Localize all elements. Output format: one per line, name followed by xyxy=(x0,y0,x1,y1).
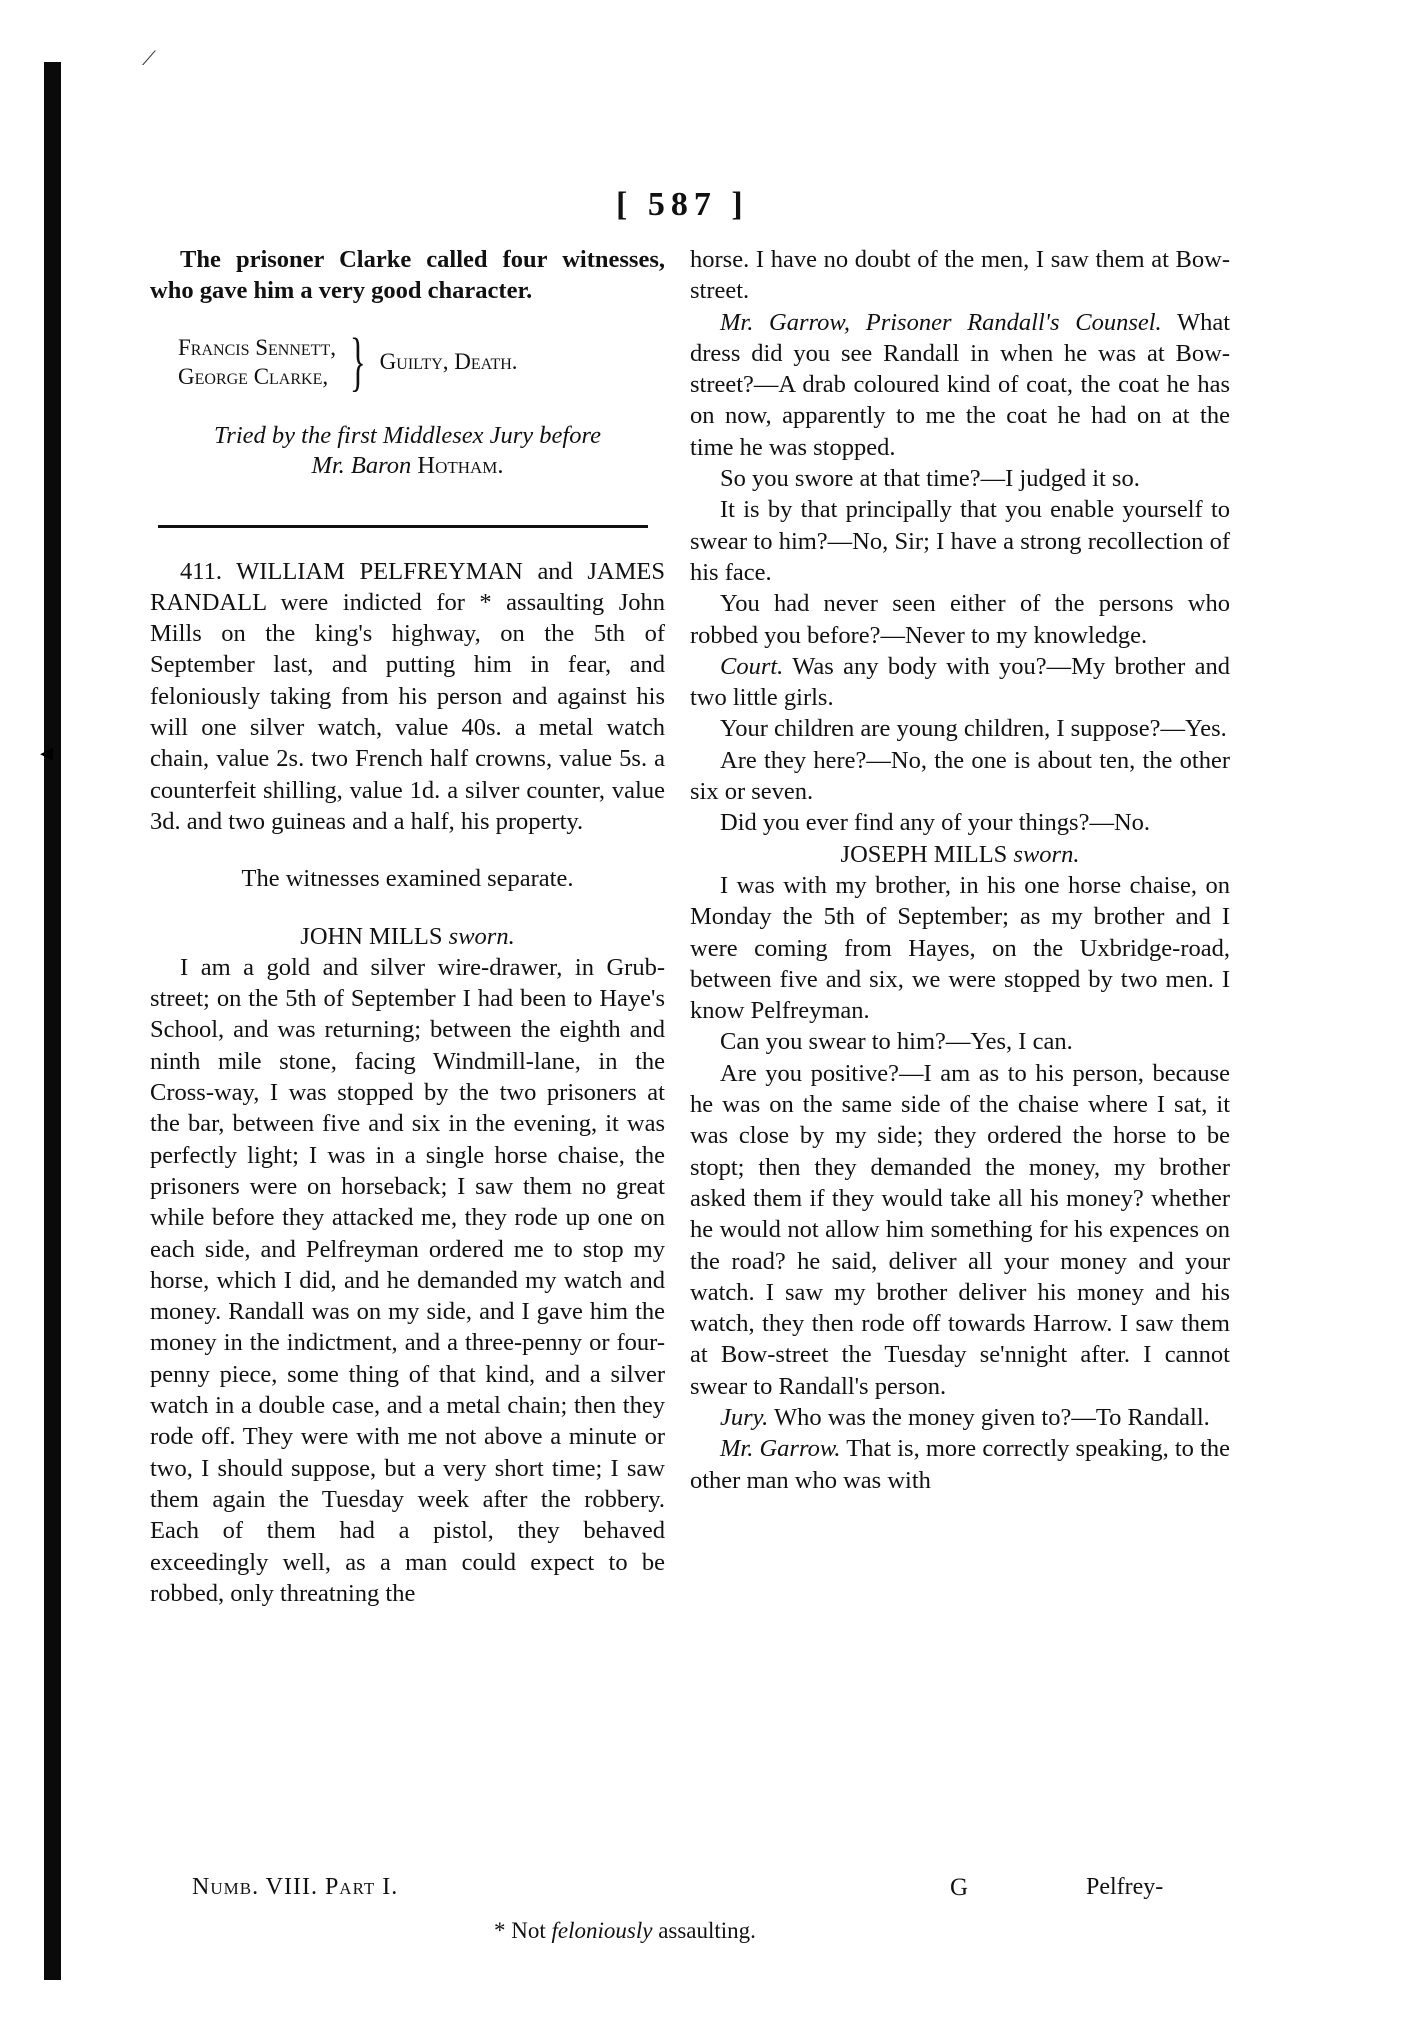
text-paragraph: horse. I have no doubt of the men, I saw them at Bow-street. xyxy=(690,246,1230,305)
sworn-label: sworn. xyxy=(448,922,515,950)
verdict-block xyxy=(178,324,665,398)
speaker: Mr. Garrow, Prisoner Randall's Counsel. xyxy=(720,308,1162,336)
text-paragraph: I was with my brother, in his one horse chaise, on Monday the 5th of September; as my brother and I were coming from Hayes, on the Uxbridge-road, between five and six, we were stopped by two men. I know Pelfreyman. xyxy=(690,871,1230,1025)
stray-mark: ⟋ xyxy=(142,48,156,70)
text-paragraph: Are they here?—No, the one is about ten, the other six or seven. xyxy=(690,746,1230,806)
footnote-marker: * xyxy=(494,1918,506,1943)
speaker: Mr. Garrow. xyxy=(720,1435,841,1463)
section-divider xyxy=(158,525,648,528)
testimony-paragraph: I am a gold and silver wire-drawer, in Grub-street; on the 5th of September I had been to Haye's School, and was returning; between the eighth and ninth mile stone, facing Windmill-lane, in the Cross-way, I was stopped by the two prisoners at the bar, between five and six in the evening, it was perfectly light; I was in a single horse chaise, the prisoners were on horseback; I saw them no great while before they attacked me, they rode up one on each side, and Pelfreyman ordered me to stop my horse, which I did, and he demanded my watch and money. Randall was on my side, and I gave him the money in the indictment, and a three-penny or four-penny piece, some thing of that kind, and a silver watch in a double case, and a metal chain; then they rode off. They were with me not above a minute or two, I should suppose, but a very short time; I saw them again the Tuesday week after the robbery. Each of them had a pistol, they behaved exceedingly well, as a man could expect to be robbed, only threatning the xyxy=(150,953,665,1607)
witness-heading xyxy=(690,839,1230,870)
signature-line: Numb. VIII. Part I. xyxy=(192,1874,399,1900)
indictment-paragraph: 411. WILLIAM PELFREYMAN and JAMES RANDALL were indicted for * assaulting John Mills on the king's highway, on the 5th of September last, and putting him in fear, and feloniously taking from his person and against his will one silver watch, value 40s. a metal watch chain, value 2s. two French half crowns, value 5s. a counterfeit shilling, value 1d. a silver counter, value 3d. and two guineas and a half, his property. xyxy=(150,557,665,835)
trial-note-line: Mr. Baron xyxy=(311,451,412,479)
signature-mark: G xyxy=(950,1874,969,1901)
speaker: Jury. xyxy=(720,1403,769,1431)
footnote-emphasis: feloniously xyxy=(551,1918,653,1943)
text-paragraph: Your children are young children, I suppose?—Yes. xyxy=(720,715,1227,743)
trial-note xyxy=(150,421,665,481)
prisoner-name: George Clarke, xyxy=(178,363,329,389)
text-paragraph: You had never seen either of the persons who robbed you before?—Never to my knowledge. xyxy=(690,590,1230,649)
text-paragraph: Jury. Who was the money given to?—To Randall. xyxy=(720,1403,1210,1431)
brace-glyph: } xyxy=(349,324,366,398)
witness-name: JOSEPH MILLS xyxy=(840,840,1008,868)
judge-name: Hotham. xyxy=(417,451,504,479)
text-paragraph: It is by that principally that you enable yourself to swear to him?—No, Sir; I have a strong recollection of his face. xyxy=(690,496,1230,586)
catchword: Pelfrey- xyxy=(1086,1874,1164,1900)
sworn-label: sworn. xyxy=(1013,840,1080,868)
witness-name: JOHN MILLS xyxy=(300,922,443,950)
intro-paragraph: The prisoner Clarke called four witnesses, who gave him a very good character. xyxy=(150,246,665,305)
stray-mark: ◂ xyxy=(40,738,54,767)
trial-note-line: Tried by the first Middlesex Jury before xyxy=(214,421,601,449)
text-paragraph: Court. Was any body with you?—My brother and two little girls. xyxy=(690,652,1230,712)
witnesses-note: The witnesses examined separate. xyxy=(241,865,574,893)
text-paragraph: Are you positive?—I am as to his person, because he was on the same side of the chaise where I sat, it was close by my side; they ordered the horse to be stopt; then they demanded the money, my brother asked them if they would take all his money? whether he would not allow him something for his expences on the road? he said, deliver all your money and your watch. I saw my brother deliver his money and his watch, they then rode off towards Harrow. I saw them at Bow-street the Tuesday se'nnight after. I cannot swear to Randall's person. xyxy=(690,1059,1230,1400)
prisoner-name: Francis Sennett, xyxy=(178,334,336,360)
text-paragraph: Mr. Garrow, Prisoner Randall's Counsel. What dress did you see Randall in when he was at Bow-street?—A drab coloured kind of coat, the coat he has on now, apparently to me the coat he had on at the time he was stopped. xyxy=(690,308,1231,461)
verdict-names xyxy=(178,333,336,391)
right-column xyxy=(690,244,1230,1496)
page-number: [ 587 ] xyxy=(616,186,749,223)
text-paragraph: Did you ever find any of your things?—No. xyxy=(720,809,1151,837)
footnote: * Not feloniously assaulting. xyxy=(494,1918,756,1943)
text-paragraph: So you swore at that time?—I judged it so. xyxy=(720,465,1140,493)
text-paragraph: Mr. Garrow. That is, more correctly speaking, to the other man who was with xyxy=(690,1435,1230,1494)
text-paragraph: Can you swear to him?—Yes, I can. xyxy=(720,1028,1073,1056)
speaker: Court. xyxy=(720,652,784,680)
binding-shadow xyxy=(44,62,61,1980)
witness-heading xyxy=(150,921,665,952)
verdict-text: Guilty, Death. xyxy=(379,348,518,374)
left-column xyxy=(150,244,665,1609)
